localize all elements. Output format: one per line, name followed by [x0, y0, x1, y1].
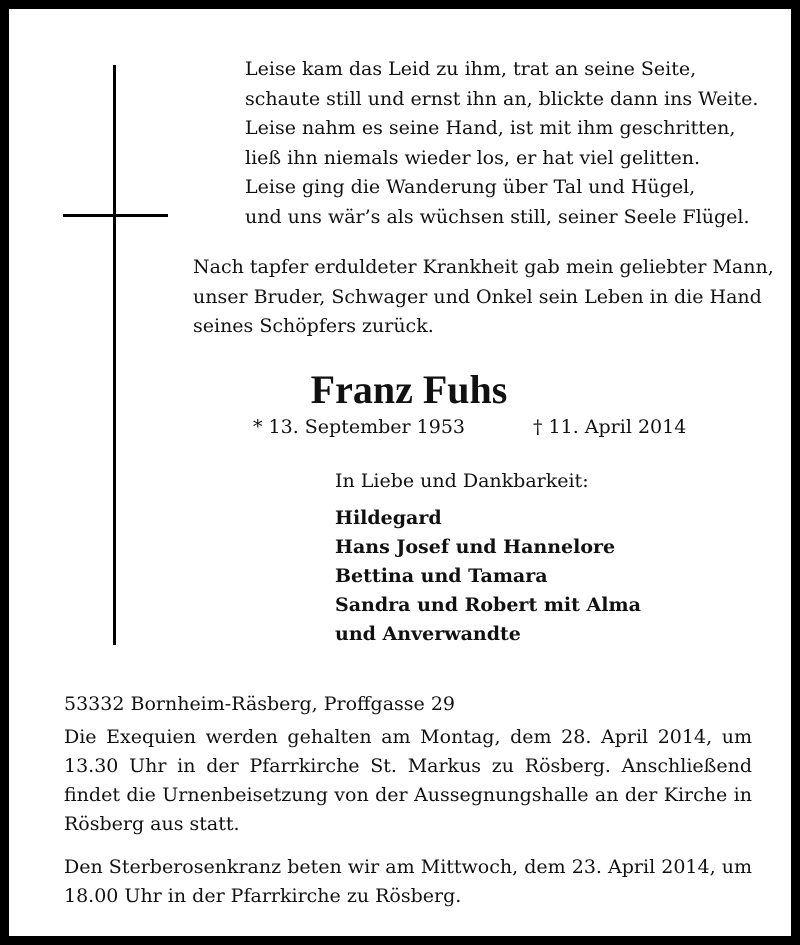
poem-line: Leise nahm es seine Hand, ist mit ihm geschritten,: [245, 117, 736, 139]
mourner-name: und Anverwandte: [335, 623, 521, 645]
rosary-notice: [64, 853, 752, 911]
notice-line: Rösberg aus statt.: [64, 813, 240, 835]
funeral-notice: [64, 723, 752, 839]
intro-text: [193, 253, 774, 342]
intro-line: Nach tapfer erduldeter Krankheit gab mein geliebter Mann,: [193, 256, 774, 278]
mourners-label: In Liebe und Dankbarkeit:: [335, 470, 589, 492]
mourner-name: Hildegard: [335, 507, 442, 529]
death-date: † 11. April 2014: [533, 416, 687, 438]
notice-line: Den Sterberosenkranz beten wir am Mittwoch, dem 23. April 2014, um: [64, 856, 752, 878]
mourner-name: Hans Josef und Hannelore: [335, 536, 616, 558]
poem-line: ließ ihn niemals wieder los, er hat viel gelitten.: [245, 146, 701, 169]
cross-horizontal-bar: [63, 214, 168, 217]
poem-line: schaute still und ernst ihn an, blickte dann ins Weite.: [245, 87, 759, 110]
notice-line: Die Exequien werden gehalten am Montag, dem 28. April 2014, um: [64, 726, 752, 748]
mourners-list: [335, 504, 641, 649]
notice-line: 13.30 Uhr in der Pfarrkirche St. Markus zu Rösberg. Anschließend: [64, 755, 752, 777]
birth-date: * 13. September 1953: [253, 416, 465, 438]
intro-line: seines Schöpfers zurück.: [193, 315, 434, 337]
poem-line: Leise kam das Leid zu ihm, trat an seine Seite,: [245, 58, 697, 80]
notice-line: findet die Urnenbeisetzung von der Aussegnungshalle an der Kirche in: [64, 784, 752, 806]
mourner-name: Bettina und Tamara: [335, 565, 548, 587]
deceased-name: Franz Fuhs: [310, 367, 508, 412]
poem-line: und uns wär’s als wüchsen still, seiner Seele Flügel.: [245, 205, 750, 228]
intro-line: unser Bruder, Schwager und Onkel sein Leben in die Hand: [193, 285, 762, 308]
mourner-name: Sandra und Robert mit Alma: [335, 594, 641, 616]
cross-vertical-bar: [113, 65, 116, 645]
poem-line: Leise ging die Wanderung über Tal und Hügel,: [245, 176, 696, 198]
poem: [245, 55, 758, 232]
notice-line: 18.00 Uhr in der Pfarrkirche zu Rösberg.: [64, 885, 462, 907]
address: 53332 Bornheim-Räsberg, Proffgasse 29: [64, 693, 456, 715]
